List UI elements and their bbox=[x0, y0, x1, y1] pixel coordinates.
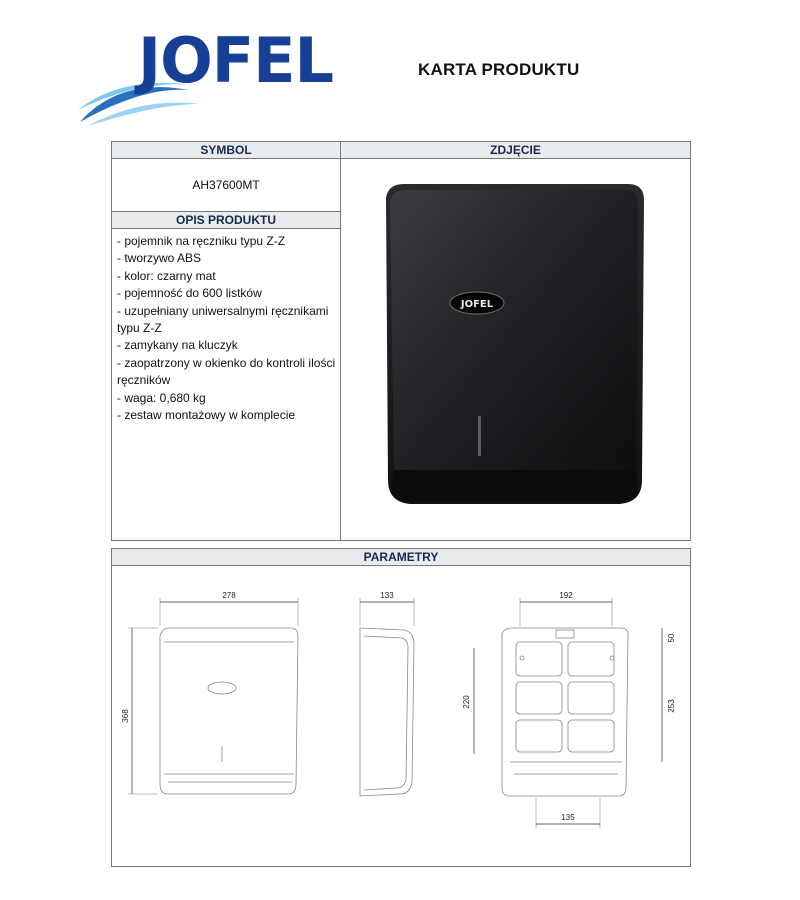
front-width-label: 278 bbox=[222, 591, 236, 600]
list-item: - waga: 0,680 kg bbox=[117, 390, 206, 405]
photo-header: ZDJĘCIE bbox=[341, 142, 690, 159]
symbol-header: SYMBOL bbox=[112, 142, 340, 159]
symbol-value: AH37600MT bbox=[192, 178, 260, 192]
list-item: - kolor: czarny mat bbox=[117, 268, 216, 283]
window-slot bbox=[478, 416, 481, 456]
list-item: - zamykany na kluczyk bbox=[117, 338, 238, 353]
description-header: OPIS PRODUKTU bbox=[112, 212, 340, 229]
product-badge bbox=[450, 292, 504, 314]
product-photo bbox=[380, 180, 650, 510]
page-title: KARTA PRODUKTU bbox=[418, 60, 580, 79]
logo-wordmark: JOFEL bbox=[138, 24, 333, 97]
back-hole-distance-label: 220 bbox=[462, 695, 471, 709]
technical-drawing bbox=[112, 566, 690, 864]
back-height-label: 253 bbox=[667, 699, 676, 713]
back-bottom-width-label: 135 bbox=[561, 813, 575, 822]
back-top-offset-label: 50 bbox=[667, 633, 676, 643]
back-top-width-label: 192 bbox=[559, 591, 573, 600]
list-item: - uzupełniany uniwersalnymi ręcznikami typu Z-Z bbox=[117, 303, 329, 336]
list-item: - tworzywo ABS bbox=[117, 251, 202, 266]
side-depth-label: 133 bbox=[380, 591, 394, 600]
list-item: - pojemność do 600 listków bbox=[117, 286, 262, 301]
svg-text:JOFEL: JOFEL bbox=[460, 299, 494, 310]
list-item: - zaopatrzony w okienko do kontroli ilości ręczników bbox=[117, 355, 336, 388]
table-divider bbox=[340, 141, 341, 541]
list-item: - zestaw montażowy w komplecie bbox=[117, 408, 296, 423]
parameters-header: PARAMETRY bbox=[112, 549, 690, 566]
jofel-logo bbox=[78, 24, 333, 130]
list-item: - pojemnik na ręczniku typu Z-Z bbox=[117, 234, 286, 248]
description-list bbox=[117, 233, 339, 424]
front-height-label: 368 bbox=[121, 709, 130, 723]
